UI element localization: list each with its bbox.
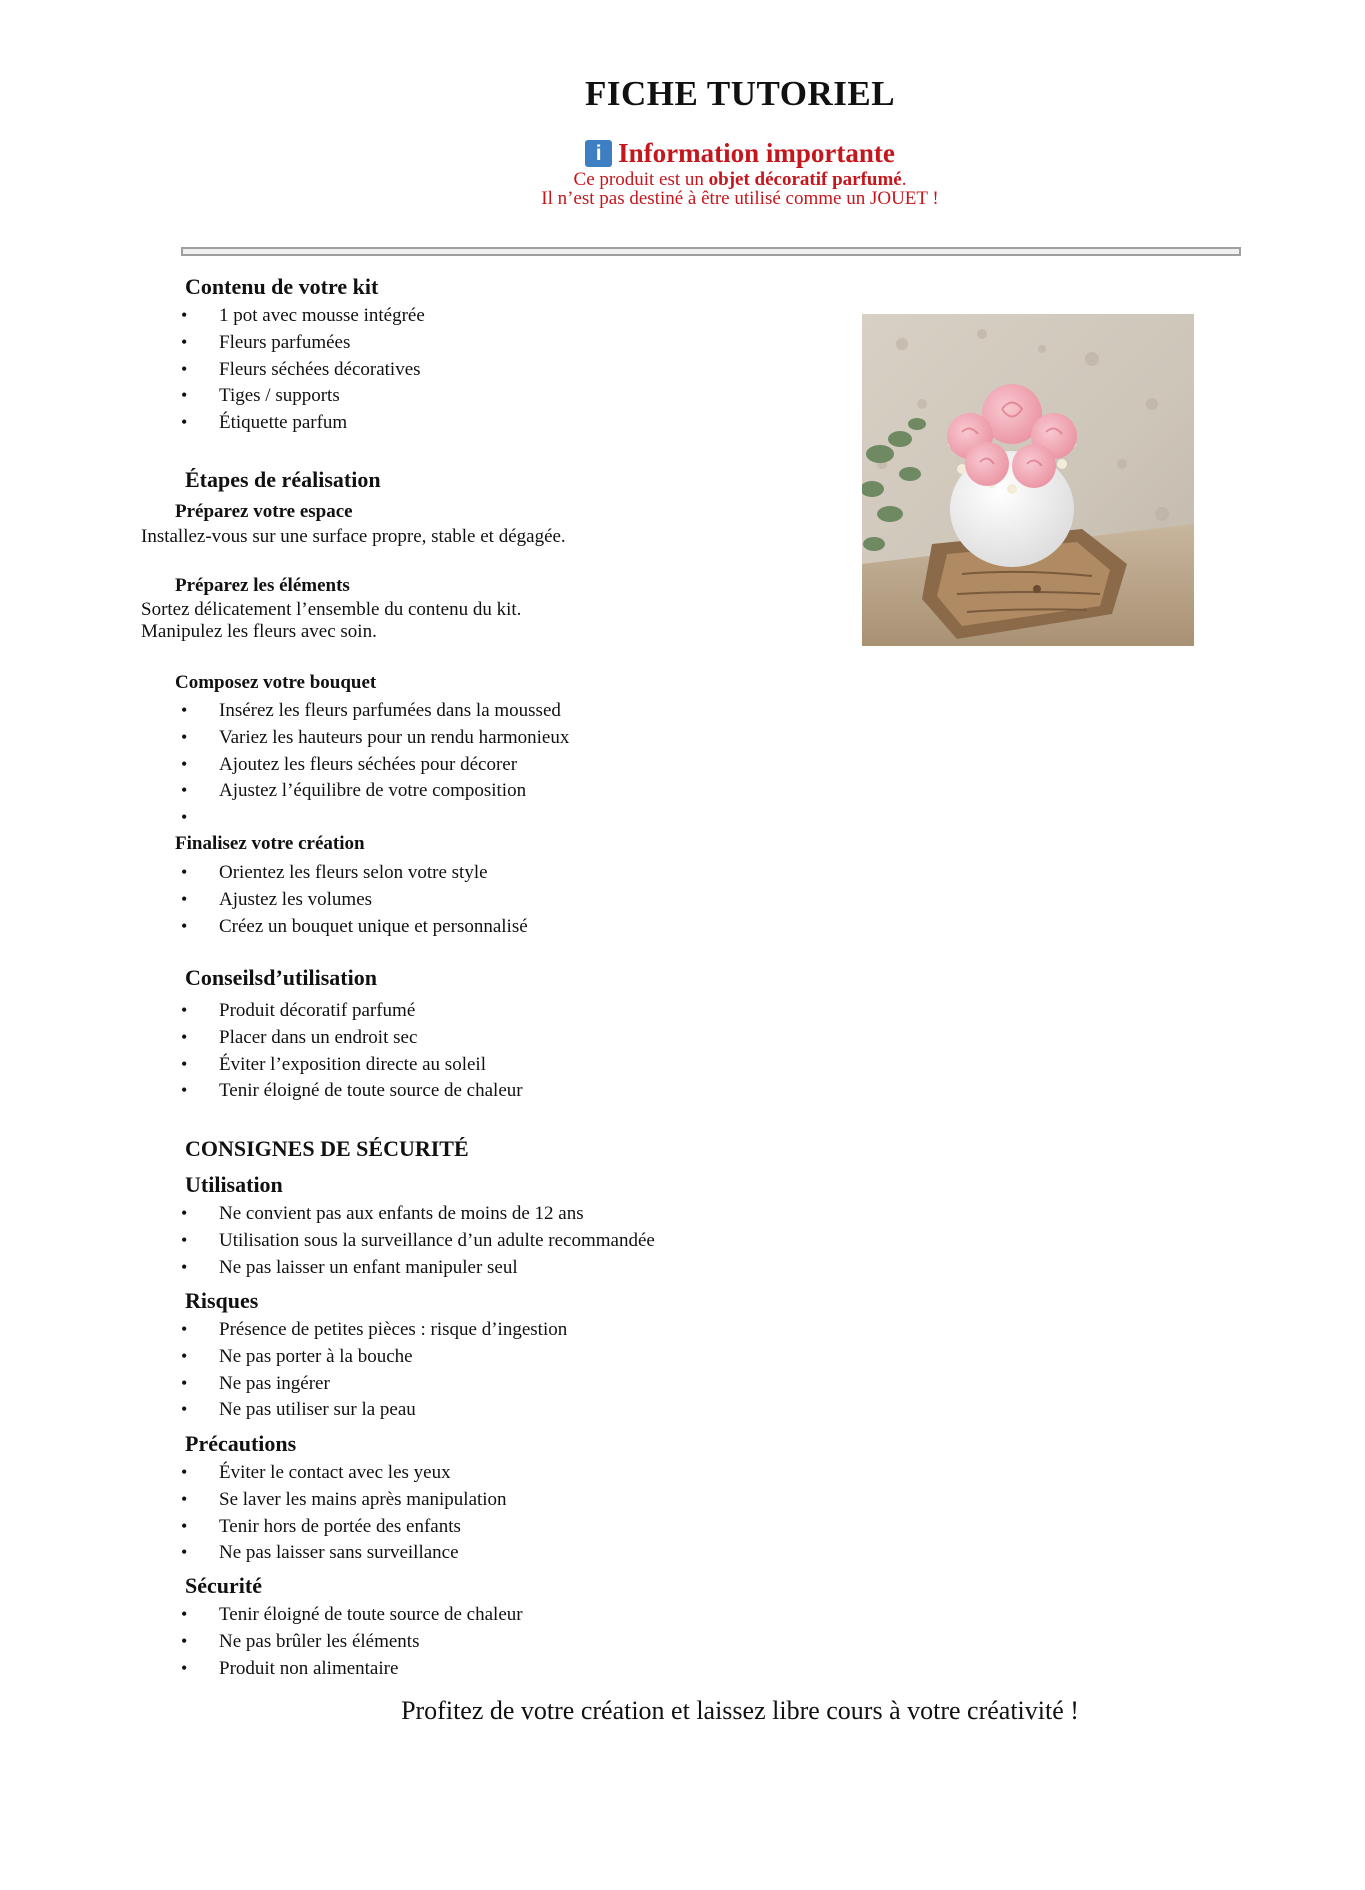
security-heading: Sécurité [185,1573,262,1598]
list-item: • Ne convient pas aux enfants de moins de 12 ans [178,1203,655,1230]
horizontal-divider [181,247,1241,256]
info-heading [0,138,1365,169]
list-item: • Ajustez les volumes [178,889,528,916]
product-photo [862,314,1194,646]
list-item: • Placer dans un endroit sec [178,1027,523,1054]
list-item: • Créez un bouquet unique et personnalisé [178,916,528,943]
kit-heading: Contenu de votre kit [185,274,379,299]
list-item: • Orientez les fleurs selon votre style [178,862,528,889]
step-title: Finalisez votre création [175,833,365,854]
list-item: • Tenir éloigné de toute source de chaleur [178,1080,523,1107]
step-title: Préparez votre espace [175,501,353,522]
step-title: Préparez les éléments [175,575,350,596]
list-item: • Ne pas brûler les éléments [178,1631,523,1658]
risks-list [178,1319,567,1426]
advice-list [178,1000,523,1107]
info-line-2: Il n’est pas destiné à être utilisé comme un JOUET ! [541,188,939,209]
list-item: • Ne pas laisser un enfant manipuler seul [178,1257,655,1284]
list-item: • Ne pas laisser sans surveillance [178,1542,507,1569]
list-item: • Se laver les mains après manipulation [178,1489,507,1516]
list-item: • 1 pot avec mousse intégrée [178,305,425,332]
finish-steps-list [178,862,528,942]
closing-message: Profitez de votre création et laissez libre cours à votre créativité ! [401,1696,1079,1725]
steps-heading: Étapes de réalisation [185,467,381,492]
step-text: Manipulez les fleurs avec soin. [141,621,377,642]
precautions-list [178,1462,507,1569]
info-line-1-bold: objet décoratif parfumé [708,169,902,190]
info-line-1-text: Ce produit est un [573,169,709,190]
list-item: • Insérez les fleurs parfumées dans la moussed [178,700,569,727]
list-item: • Produit non alimentaire [178,1658,523,1685]
list-item: • Éviter l’exposition directe au soleil [178,1054,523,1081]
precautions-heading: Précautions [185,1431,297,1456]
risks-heading: Risques [185,1288,259,1313]
kit-list [178,305,425,439]
list-item: • Éviter le contact avec les yeux [178,1462,507,1489]
page-title: FICHE TUTORIEL [584,74,896,113]
list-item: • Produit décoratif parfumé [178,1000,523,1027]
list-item: • Ne pas ingérer [178,1373,567,1400]
list-item: • Tenir hors de portée des enfants [178,1516,507,1543]
list-item: • Ajoutez les fleurs séchées pour décorer [178,754,569,781]
list-item [178,807,569,834]
info-line-1-end: . [901,169,907,190]
list-item: • Tiges / supports [178,385,425,412]
step-title: Composez votre bouquet [175,672,377,693]
bouquet-illustration [862,314,1194,646]
list-item: • Ne pas utiliser sur la peau [178,1399,567,1426]
list-item: • Présence de petites pièces : risque d’ingestion [178,1319,567,1346]
list-item: • Fleurs séchées décoratives [178,359,425,386]
list-item: • Fleurs parfumées [178,332,425,359]
info-title: Information importante [618,138,895,168]
usage-list [178,1203,655,1283]
step-text: Installez-vous sur une surface propre, stable et dégagée. [141,526,566,547]
list-item: • Tenir éloigné de toute source de chaleur [178,1604,523,1631]
list-item: • Variez les hauteurs pour un rendu harmonieux [178,727,569,754]
list-item: • Étiquette parfum [178,412,425,439]
info-icon: i [585,140,612,167]
advice-heading: Conseilsd’utilisation [185,965,377,990]
step-text: Sortez délicatement l’ensemble du contenu du kit. [141,599,522,620]
bouquet-steps-list [178,700,569,834]
security-list [178,1604,523,1684]
list-item: • Ajustez l’équilibre de votre composition [178,780,569,807]
list-item: • Ne pas porter à la bouche [178,1346,567,1373]
usage-heading: Utilisation [185,1172,283,1197]
safety-heading: CONSIGNES DE SÉCURITÉ [185,1136,469,1161]
list-item: • Utilisation sous la surveillance d’un adulte recommandée [178,1230,655,1257]
